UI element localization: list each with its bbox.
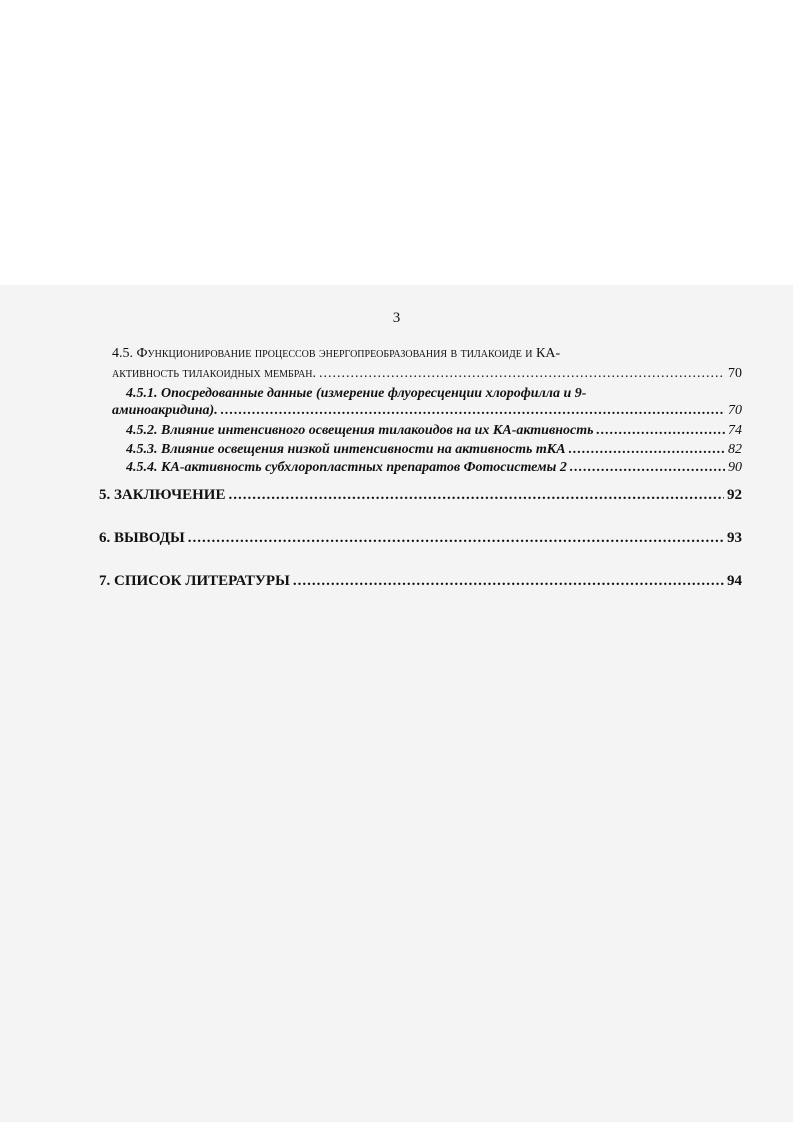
toc-entry-title: 4.5.4. КА-активность субхлоропластных препаратов Фотосистемы 2 bbox=[126, 460, 567, 475]
toc-page-number: 93 bbox=[727, 530, 742, 546]
toc-entry-4-5-line1: 4.5. Функционирование процессов энергопреобразования в тилакоиде и КА- bbox=[112, 346, 561, 361]
toc-entry-4-5-1[interactable] bbox=[112, 403, 742, 419]
toc-entry-title: 5. ЗАКЛЮЧЕНИЕ bbox=[99, 487, 226, 503]
toc-entry-title: 6. ВЫВОДЫ bbox=[99, 530, 185, 546]
toc-page-number: 94 bbox=[727, 573, 742, 589]
toc-entry-4-5-1-line2: аминоакридина). bbox=[112, 403, 218, 418]
toc-page-number: 90 bbox=[728, 460, 742, 475]
toc-entry-4-5-3[interactable] bbox=[126, 442, 742, 458]
toc-leader bbox=[221, 403, 725, 419]
toc-leader bbox=[319, 366, 725, 382]
toc-entry-title: 7. СПИСОК ЛИТЕРАТУРЫ bbox=[99, 573, 290, 589]
toc-entry-4-5-4[interactable] bbox=[126, 460, 742, 476]
toc-entry-7[interactable] bbox=[99, 573, 742, 590]
toc-entry-5[interactable] bbox=[99, 487, 742, 504]
toc-leader bbox=[293, 573, 724, 590]
toc-entry-4-5-line2: активность тилакоидных мембран. bbox=[112, 366, 317, 381]
toc-entry-title: 4.5.3. Влияние освещения низкой интенсивности на активность тКА bbox=[126, 442, 566, 457]
toc-leader bbox=[569, 442, 725, 458]
toc-leader bbox=[596, 423, 725, 439]
toc-page-number: 70 bbox=[728, 366, 742, 381]
toc-entry-4-5[interactable] bbox=[112, 366, 742, 382]
toc-entry-4-5-1-line1: 4.5.1. Опосредованные данные (измерение флуоресценции хлорофилла и 9- bbox=[126, 386, 587, 401]
toc-leader bbox=[570, 460, 725, 476]
toc-entry-title: 4.5.2. Влияние интенсивного освещения тилакоидов на их КА-активность bbox=[126, 423, 594, 438]
toc-page-number: 74 bbox=[728, 423, 742, 438]
page-number: 3 bbox=[392, 310, 401, 326]
toc-entry-4-5-2[interactable] bbox=[126, 423, 742, 439]
toc-leader bbox=[228, 487, 724, 504]
toc-page-number: 92 bbox=[727, 487, 742, 503]
toc-leader bbox=[188, 530, 724, 547]
toc-page-number: 70 bbox=[728, 403, 742, 418]
toc-entry-6[interactable] bbox=[99, 530, 742, 547]
toc-page-number: 82 bbox=[728, 442, 742, 457]
